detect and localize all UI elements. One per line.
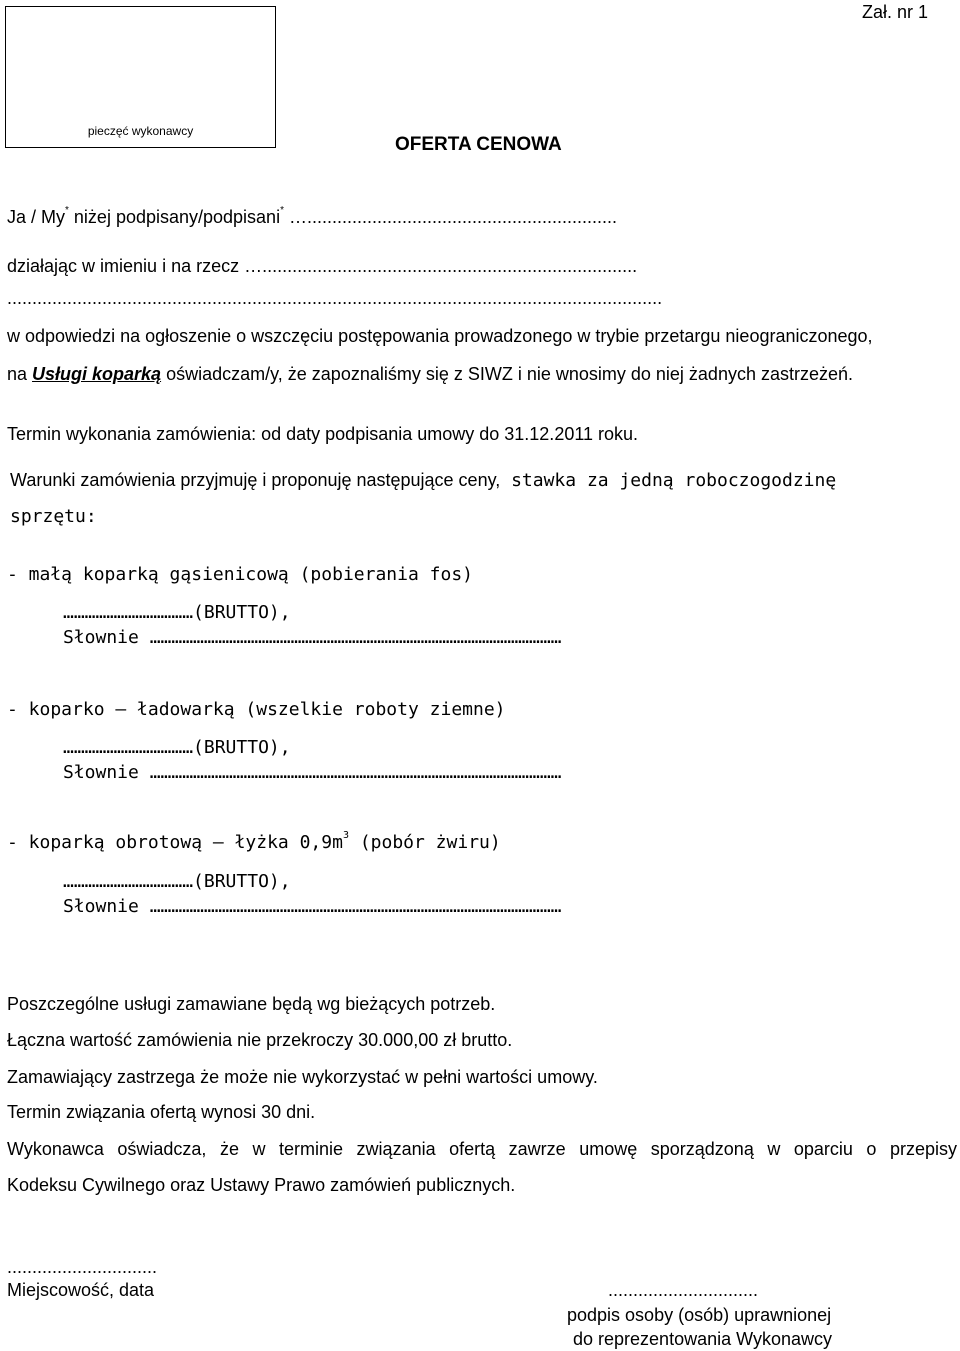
price-in-words-field: Słownie …………………………………………………………………………………………………… xyxy=(63,627,562,648)
price-in-words-field: Słownie …………………………………………………………………………………………………… xyxy=(63,762,562,783)
stamp-label: pieczęć wykonawcy xyxy=(87,124,194,138)
equipment-name: - małą koparką gąsienicową (pobierania fos) xyxy=(7,564,473,585)
place-date-label: Miejscowość, data xyxy=(7,1280,155,1300)
service-name: Usługi koparką xyxy=(32,364,162,384)
document-title: OFERTA CENOWA xyxy=(395,134,562,155)
cubic-superscript: 3 xyxy=(342,830,349,841)
intro-signed: niżej podpisany/podpisani xyxy=(68,207,281,227)
signature-label-1: podpis osoby (osób) uprawnionej xyxy=(567,1305,832,1325)
signature-dots: .............................. xyxy=(608,1280,759,1300)
intro-line-4: w odpowiedzi na ogłoszenie o wszczęciu postępowania prowadzonego w trybie przetargu nieograniczonego, xyxy=(7,326,873,346)
intro-ja-my: Ja / My xyxy=(7,207,66,227)
price-brutto-field: ………………………………(BRUTTO), xyxy=(63,737,291,758)
intro-line-3: ................................................................................................................................... xyxy=(7,288,663,308)
equipment-name-part: (pobór żwiru) xyxy=(348,832,501,853)
conditions-text: Warunki zamówienia przyjmuję i proponuję następujące ceny, xyxy=(10,470,501,490)
price-in-words-field: Słownie …………………………………………………………………………………………………… xyxy=(63,896,562,917)
term-line: Kodeksu Cywilnego oraz Ustawy Prawo zamówień publicznych. xyxy=(7,1175,516,1195)
price-brutto-field: ………………………………(BRUTTO), xyxy=(63,871,291,892)
equipment-name: - koparko – ładowarką (wszelkie roboty ziemne) xyxy=(7,699,506,720)
intro-line-2: działając w imieniu i na rzecz …........................................................................... xyxy=(7,256,638,276)
intro-dots: ….............................................................. xyxy=(283,207,618,227)
signature-label-2: do reprezentowania Wykonawcy xyxy=(573,1329,832,1349)
price-brutto-field: ………………………………(BRUTTO), xyxy=(63,602,291,623)
footnote-star: * xyxy=(280,205,284,216)
equipment-name xyxy=(7,832,501,853)
conditions-line-2: sprzętu: xyxy=(10,506,97,527)
attachment-label: Zał. nr 1 xyxy=(861,2,928,22)
term-line: Zamawiający zastrzega że może nie wykorzystać w pełni wartości umowy. xyxy=(7,1067,598,1087)
term-line: Poszczególne usługi zamawiane będą wg bieżących potrzeb. xyxy=(7,994,496,1014)
equipment-name-part: - koparką obrotową – łyżka 0,9m xyxy=(7,832,343,853)
intro-na: na xyxy=(7,364,33,384)
conditions-rate: stawka za jedną roboczogodzinę xyxy=(500,470,837,491)
contractor-stamp-box xyxy=(5,6,276,148)
intro-line-5 xyxy=(7,364,853,385)
intro-declaration: oświadczam/y, że zapoznaliśmy się z SIWZ i nie wnosimy do niej żadnych zastrzeżeń. xyxy=(161,364,854,384)
term-line: Termin związania ofertą wynosi 30 dni. xyxy=(7,1102,316,1122)
conditions-line-1 xyxy=(10,470,836,491)
deadline-text: Termin wykonania zamówienia: od daty podpisania umowy do 31.12.2011 roku. xyxy=(7,424,639,444)
term-line: Łączna wartość zamówienia nie przekroczy 30.000,00 zł brutto. xyxy=(7,1030,513,1050)
footnote-star: * xyxy=(65,205,69,216)
term-line: Wykonawca oświadcza, że w terminie związania ofertą zawrze umowę sporządzoną w oparciu o przepisy xyxy=(7,1139,957,1159)
intro-line-1 xyxy=(7,207,617,228)
place-date-dots: .............................. xyxy=(7,1257,158,1277)
